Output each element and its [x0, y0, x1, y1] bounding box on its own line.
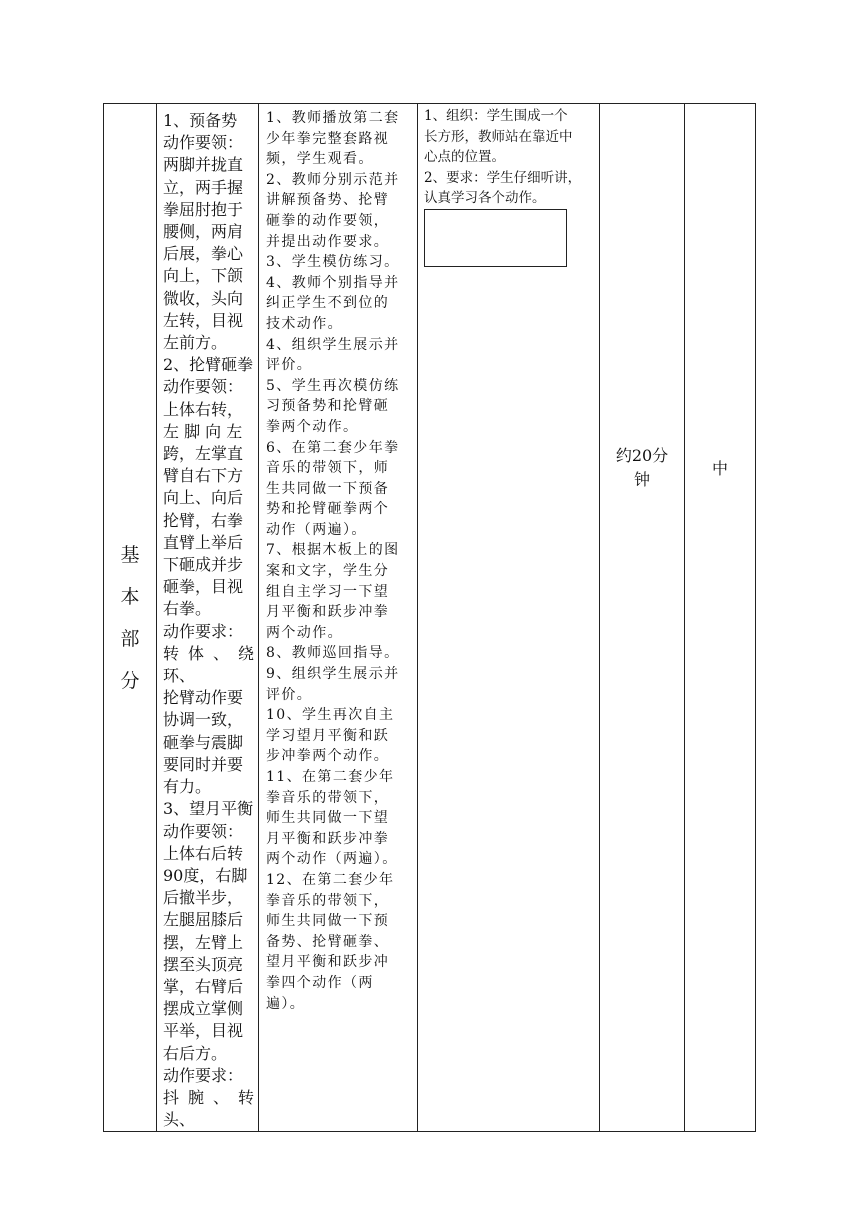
action-essentials-line: 平举，目视 [163, 1021, 244, 1041]
action-essentials-line: 腰侧，两肩 [163, 222, 244, 242]
action-essentials-line: 摆成立掌侧 [163, 999, 244, 1019]
teaching-step-line: 1、教师播放第二套 [266, 110, 400, 126]
action-essentials-line: 要同时并要 [163, 754, 244, 774]
teaching-step-line: 动作（两遍）。 [266, 521, 367, 538]
time-cell [600, 104, 685, 1132]
action-essentials-line: 直臂上举后 [163, 532, 244, 552]
teaching-step-line: 讲解预备势、抡臂 [266, 192, 390, 209]
organization-line: 2、要求：学生仔细听讲， [424, 169, 582, 186]
organization-cell [418, 104, 600, 1132]
action-essentials-line: 砸拳，目视 [163, 577, 244, 597]
organization-list [424, 106, 594, 209]
action-essentials-line: 摆，左臂上 [163, 932, 244, 952]
intensity-cell [685, 104, 756, 1132]
action-essentials-line: 立，两手握 [163, 177, 244, 197]
action-essentials-line: 动作要领： [163, 377, 244, 397]
teaching-step-line: 月平衡和跃步冲拳 [266, 604, 390, 621]
action-essentials-line: 上体右后转 [163, 843, 244, 863]
teaching-step-line: 9、组织学生展示并 [266, 666, 400, 683]
teaching-step-line: 技术动作。 [266, 315, 343, 332]
action-essentials-line: 抡臂动作要 [163, 688, 244, 708]
action-essentials-line: 左转，目视 [163, 310, 244, 330]
action-essentials-line: 两脚并拢直 [163, 155, 244, 175]
action-essentials-line: 协调一致， [163, 710, 244, 730]
action-essentials-line: 右拳。 [163, 599, 212, 619]
organization-line: 1、组织：学生围成一个 [424, 108, 568, 124]
teaching-step-line: 步冲拳两个动作。 [266, 748, 390, 765]
action-essentials-line: 2、抡臂砸拳 [163, 355, 254, 375]
action-essentials-line: 左 脚 向 左 [163, 421, 243, 441]
action-essentials-line: 抡臂，右拳 [163, 510, 244, 530]
action-essentials-line: 转体、绕环、 [163, 643, 254, 686]
action-essentials-line: 向上、向后 [163, 488, 244, 508]
teaching-step-line: 2、教师分别示范并 [266, 171, 400, 188]
section-label: 基本部分 [120, 543, 140, 692]
formation-rectangle-diagram [424, 209, 567, 267]
teaching-steps-cell [259, 104, 418, 1132]
teaching-step-line: 月平衡和跃步冲拳 [266, 830, 390, 847]
teaching-step-line: 12、在第二套少年 [266, 871, 395, 888]
teaching-step-line: 两个动作（两遍）。 [266, 851, 398, 868]
action-essentials-line: 左腿屈膝后 [163, 910, 244, 930]
teaching-step-line: 11、在第二套少年 [266, 769, 395, 785]
action-essentials-line: 下砸成并步 [163, 555, 244, 575]
action-essentials-line: 动作要求： [163, 621, 244, 641]
action-essentials-line: 左前方。 [163, 333, 228, 353]
teaching-step-line: 习预备势和抡臂砸 [266, 398, 390, 415]
lesson-row [104, 104, 756, 1132]
teaching-step-line: 备势、抡臂砸拳、 [266, 933, 390, 950]
teaching-step-line: 师生共同做一下预 [266, 913, 390, 930]
action-essentials-line: 90度，右脚 [163, 865, 248, 885]
teaching-step-line: 4、教师个别指导并 [266, 274, 400, 291]
action-essentials-line: 动作要领： [163, 133, 244, 153]
teaching-step-line: 拳音乐的带领下， [266, 892, 390, 909]
organization-line: 认真学习各个动作。 [424, 190, 546, 206]
action-essentials-line: 上体右转， [163, 399, 244, 419]
teaching-step-line: 案和文字，学生分 [266, 563, 390, 580]
action-essentials-line: 拳屈肘抱于 [163, 199, 244, 219]
teaching-step-line: 3、学生模仿练习。 [266, 254, 400, 271]
action-essentials-line: 后撤半步， [163, 888, 244, 908]
teaching-step-line: 拳音乐的带领下， [266, 789, 390, 806]
section-cell [104, 104, 157, 1132]
teaching-step-line: 拳四个动作（两 [266, 974, 374, 991]
action-essentials-line: 向上，下颌 [163, 266, 244, 286]
action-essentials-line: 动作要求： [163, 1065, 244, 1085]
teaching-step-line: 7、根据木板上的图 [266, 542, 400, 559]
teaching-step-line: 4、组织学生展示并 [266, 336, 400, 353]
teaching-step-line: 频，学生观看。 [266, 151, 374, 168]
teaching-step-line: 遍）。 [266, 995, 306, 1012]
action-essentials-line: 有力。 [163, 777, 212, 797]
action-essentials-line: 3、望月平衡 [163, 799, 254, 819]
teaching-step-line: 望月平衡和跃步冲 [266, 954, 390, 971]
action-essentials-line: 1、预备势 [163, 111, 238, 130]
organization-line: 长方形，教师站在靠近中 [424, 128, 573, 145]
teaching-step-line: 评价。 [266, 686, 313, 703]
teaching-step-line: 学习望月平衡和跃 [266, 727, 390, 744]
action-essentials-line: 砸拳与震脚 [163, 732, 244, 752]
action-essentials-line: 后展，拳心 [163, 244, 244, 264]
action-essentials-line: 摆至头顶亮 [163, 954, 244, 974]
action-essentials-line: 臂自右下方 [163, 466, 244, 486]
action-essentials-list [163, 110, 254, 1131]
teaching-step-line: 拳两个动作。 [266, 418, 359, 435]
action-essentials-line: 掌，右臂后 [163, 976, 244, 996]
teaching-step-line: 5、学生再次模仿练 [266, 377, 400, 394]
action-essentials-line: 抖腕、转头、 [163, 1087, 254, 1130]
teaching-step-line: 两个动作。 [266, 624, 343, 641]
organization-line: 心点的位置。 [424, 149, 505, 165]
action-essentials-line: 右后方。 [163, 1043, 228, 1063]
teaching-step-line: 少年拳完整套路视 [266, 130, 390, 147]
teaching-steps-list [266, 108, 412, 1014]
teaching-step-line: 纠正学生不到位的 [266, 295, 390, 312]
teaching-step-line: 10、学生再次自主 [266, 707, 395, 724]
teaching-step-line: 评价。 [266, 357, 313, 374]
teaching-step-line: 并提出动作要求。 [266, 233, 390, 250]
time-value: 约20分钟 [615, 445, 669, 489]
action-essentials-cell [157, 104, 259, 1132]
action-essentials-line: 微收，头向 [163, 288, 244, 308]
teaching-step-line: 师生共同做一下望 [266, 810, 390, 827]
teaching-step-line: 6、在第二套少年拳 [266, 439, 400, 456]
action-essentials-line: 动作要领： [163, 821, 244, 841]
teaching-step-line: 8、教师巡回指导。 [266, 645, 400, 662]
intensity-value: 中 [711, 459, 728, 479]
lesson-plan-table [103, 103, 756, 1132]
action-essentials-line: 跨，左掌直 [163, 444, 244, 464]
teaching-step-line: 音乐的带领下，师 [266, 460, 390, 477]
teaching-step-line: 砸拳的动作要领， [266, 212, 390, 229]
teaching-step-line: 势和抡臂砸拳两个 [266, 501, 390, 518]
teaching-step-line: 生共同做一下预备 [266, 480, 390, 497]
teaching-step-line: 组自主学习一下望 [266, 583, 390, 600]
